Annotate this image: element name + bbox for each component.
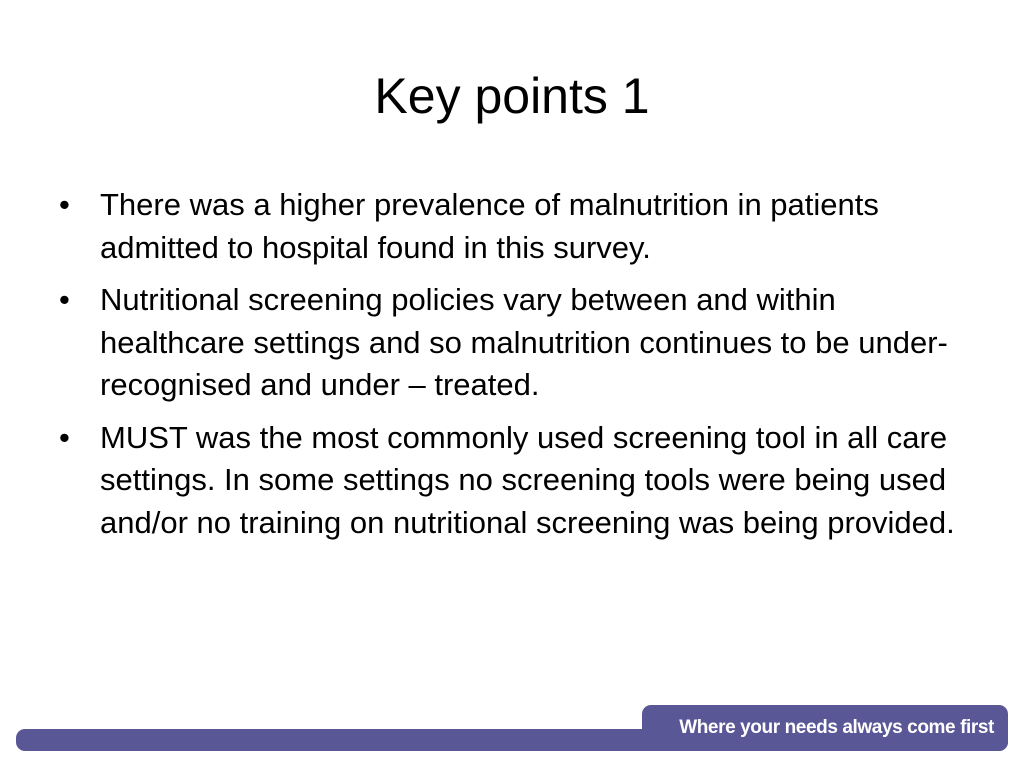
bullet-item [56,184,956,269]
bullet-text: MUST was the most commonly used screening tool in all care settings. In some settings no screening tools were being used and/or no training on nutritional screening was being provided. [100,419,955,540]
bullet-item [56,279,956,407]
bullet-text: There was a higher prevalence of malnutrition in patients admitted to hospital found in this survey. [100,187,879,265]
footer-tagline-tab [642,705,1008,751]
bullet-item [56,417,956,545]
bullet-icon: • [59,282,70,317]
slide-title: Key points 1 [374,68,650,124]
bullet-icon: • [59,187,70,222]
footer-tagline: Where your needs always come first [679,717,994,738]
bullet-list [56,184,956,554]
bullet-text: Nutritional screening policies vary between and within healthcare settings and so malnutrition continues to be under- recognised and under – treated. [100,282,948,402]
bullet-icon: • [59,419,70,455]
